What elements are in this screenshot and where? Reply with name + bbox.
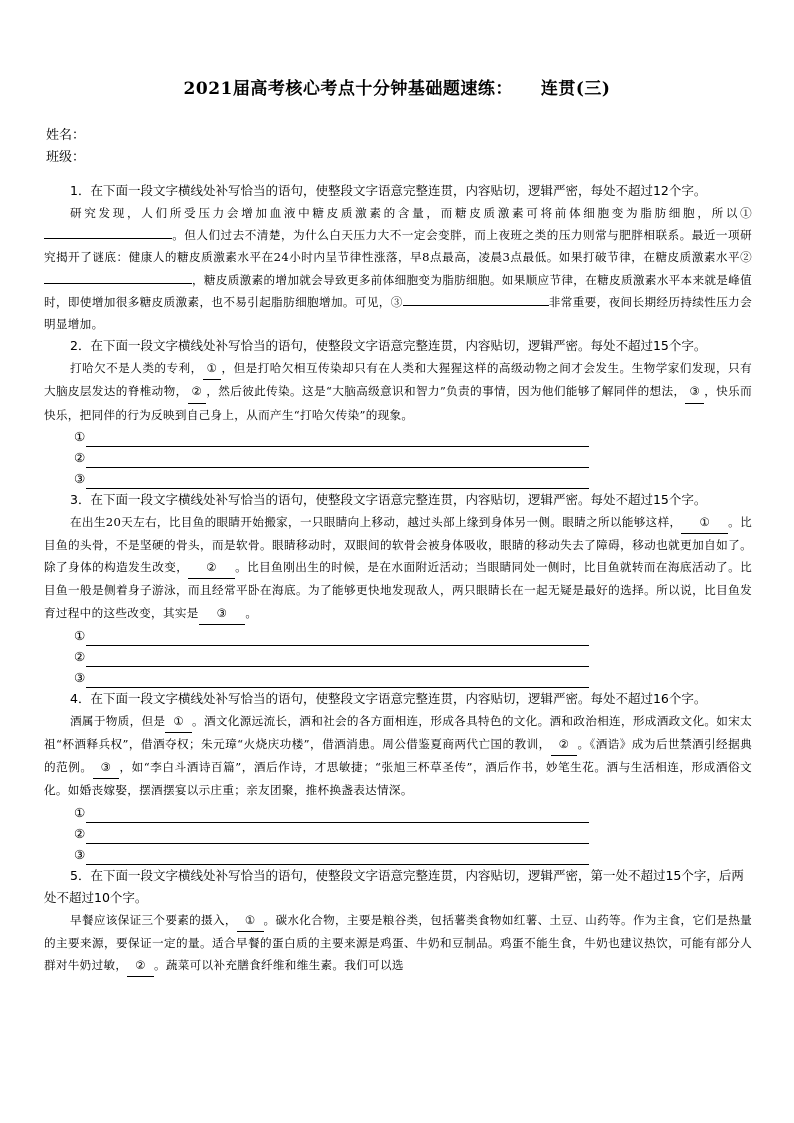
question-passage: 早餐应该保证三个要素的摄入， ① 。碳水化合物，主要是粮谷类，包括薯类食物如红薯、土豆、山药等。作为主食，它们是热量的主要来源，要保证一定的量。适合早餐的蛋白质的主要来源是鸡蛋、牛奶和豆制品。鸡蛋不能生食，牛奶也建议热饮，可能有部分人群对牛奶过敏， ② 。蔬菜可以补充膳食纤维和维生素。我们可以选 bbox=[44, 909, 752, 978]
question-5 bbox=[44, 865, 752, 978]
answer-blank-3[interactable]: ③ bbox=[685, 380, 704, 403]
answer-blank-1[interactable]: ① bbox=[165, 710, 192, 733]
answer-blank-3[interactable]: ③ bbox=[199, 602, 246, 625]
question-1 bbox=[44, 180, 752, 335]
question-passage: 打哈欠不是人类的专利， ① ，但是打哈欠相互传染却只有在人类和大猩猩这样的高级动物之间才会发生。生物学家们发现，只有大脑皮层发达的脊椎动物， ② ，然后彼此传染。这是“大脑高级意识和智力”负责的事情，因为他们能够了解同伴的想法， ③ ，快乐而快乐，把同伴的行为反映到自己身上，从而产生“打哈欠传染”的现象。 bbox=[44, 357, 752, 426]
answer-blank-1[interactable]: ① bbox=[681, 511, 728, 534]
question-3 bbox=[44, 489, 752, 688]
answer-blank-2[interactable]: ② bbox=[188, 380, 207, 403]
question-stem: 3．在下面一段文字横线处补写恰当的语句，使整段文字语意完整连贯，内容贴切，逻辑严密。每处不超过15个字。 bbox=[70, 491, 707, 507]
answer-blank-2[interactable]: ② bbox=[44, 250, 752, 286]
question-2 bbox=[44, 335, 752, 489]
answer-line-1[interactable]: ① bbox=[74, 802, 752, 823]
answer-line-3[interactable]: ③ bbox=[74, 667, 752, 688]
answer-line-1[interactable]: ① bbox=[74, 426, 752, 447]
question-passage: 研究发现，人们所受压力会增加血液中糖皮质激素的含量，而糖皮质激素可将前体细胞变为脂肪细胞，所以①。但人们过去不清楚，为什么白天压力大不一定会变胖，而上夜班之类的压力则常与肥胖相联系。最近一项研究揭开了谜底：健康人的糖皮质激素水平在24小时内呈节律性涨落，早8点最高，凌晨3点最低。如果打破节律，在糖皮质激素水平②，糖皮质激素的增加就会导致更多前体细胞变为脂肪细胞。如果顺应节律，在糖皮质激素水平本来就是峰值时，即使增加很多糖皮质激素，也不易引起脂肪细胞增加。可见，③ 非常重要，夜间长期经历持续性压力会明显增加。 bbox=[44, 206, 753, 332]
question-passage: 酒属于物质，但是 ① 。酒文化源远流长，酒和社会的各方面相连，形成各具特色的文化。酒和政治相连，形成酒政文化。如宋太祖“杯酒释兵权”，借酒夺权；朱元璋“火烧庆功楼”，借酒消患。周公借鉴夏商两代亡国的教训， ② 。《酒诰》成为后世禁酒引经据典的范例。 ③ ，如“李白斗酒诗百篇”，酒后作诗，才思敏捷；“张旭三杯草圣传”，酒后作书，妙笔生花。酒与生活相连，形成酒俗文化。如婚丧嫁娶，摆酒摆宴以示庄重；亲友团聚，推杯换盏表达情深。 bbox=[44, 710, 752, 802]
question-stem: 1．在下面一段文字横线处补写恰当的语句，使整段文字语意完整连贯，内容贴切，逻辑严密，每处不超过12个字。 bbox=[70, 183, 707, 198]
answer-line-3[interactable]: ③ bbox=[74, 844, 752, 865]
question-stem: 2．在下面一段文字横线处补写恰当的语句，使整段文字语意完整连贯，内容贴切，逻辑严密。每处不超过15个字。 bbox=[70, 338, 707, 354]
answer-blank-2[interactable]: ② bbox=[188, 556, 235, 579]
question-stem: 5．在下面一段文字横线处补写恰当的语句，使整段文字语意完整连贯，内容贴切，逻辑严密，第一处不超过15个字，后两处不超过10个字。 bbox=[44, 867, 744, 905]
answer-line-3[interactable]: ③ bbox=[74, 468, 752, 489]
answer-line-2[interactable]: ② bbox=[74, 823, 752, 844]
answer-blank-1[interactable]: ① bbox=[203, 357, 222, 380]
answer-blank-2[interactable]: ② bbox=[127, 954, 154, 977]
answer-blank-2[interactable]: ② bbox=[551, 733, 578, 756]
answer-blank-1[interactable]: ① bbox=[237, 909, 264, 932]
question-stem: 4．在下面一段文字横线处补写恰当的语句，使整段文字语意完整连贯，内容贴切，逻辑严密。每处不超过16个字。 bbox=[70, 690, 707, 706]
answer-line-1[interactable]: ① bbox=[74, 625, 752, 646]
answer-line-2[interactable]: ② bbox=[74, 646, 752, 667]
title-main: 2021届高考核心考点十分钟基础题速练： bbox=[183, 79, 513, 99]
answer-blank-3[interactable]: ③ bbox=[391, 295, 549, 309]
answer-blank-3[interactable]: ③ bbox=[93, 756, 120, 779]
name-label: 姓名： bbox=[46, 128, 86, 143]
page-title bbox=[0, 74, 794, 99]
question-4 bbox=[44, 688, 752, 865]
question-passage: 在出生20天左右，比目鱼的眼睛开始搬家，一只眼睛向上移动，越过头部上缘到身体另一侧。眼睛之所以能够这样， ① 。比目鱼的头骨，不是坚硬的骨头，而是软骨。眼睛移动时，双眼间的软骨会被身体吸收，眼睛的移动失去了障碍，移动也就更加自如了。除了身体的构造发生改变， ② 。比目鱼刚出生的时候，是在水面附近活动；当眼睛同处一侧时，比目鱼就转而在海底活动了。比目鱼一般是侧着身子游泳，而且经常平卧在海底。为了能够更快地发现敌人，两只眼睛长在一起无疑是最好的选择。所以说，比目鱼发育过程中的这些改变，其实是 ③ 。 bbox=[44, 511, 752, 625]
class-label: 班级： bbox=[46, 150, 86, 165]
answer-blank-1[interactable]: ① bbox=[44, 206, 752, 242]
title-topic: 连贯(三) bbox=[540, 79, 611, 99]
question-list bbox=[44, 180, 752, 977]
answer-line-2[interactable]: ② bbox=[74, 447, 752, 468]
